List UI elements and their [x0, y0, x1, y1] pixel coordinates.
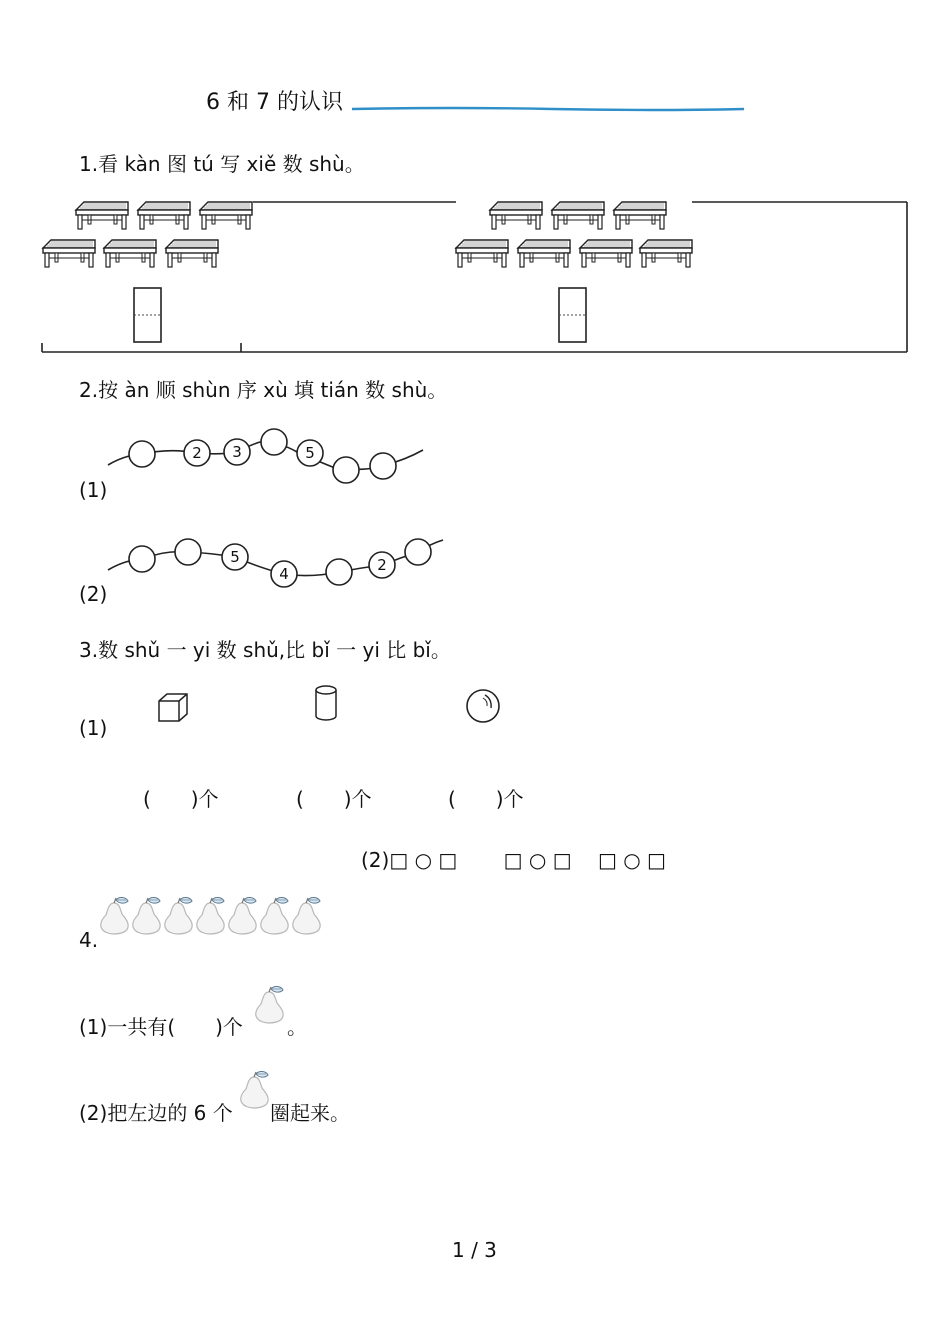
bead [271, 561, 297, 587]
bead-string-2 [105, 528, 450, 608]
pear-icon [133, 897, 160, 934]
pear-icon [101, 897, 128, 934]
bead[interactable] [261, 429, 287, 455]
table-icon [200, 202, 252, 229]
bead-circle [333, 457, 359, 483]
blank-count-sphere[interactable]: ( )个 [448, 787, 524, 811]
answer-box-left[interactable] [134, 288, 161, 342]
bead-circle [405, 539, 431, 565]
question-4-part2-end: 圈起来。 [270, 1101, 350, 1125]
bead-number: 2 [377, 556, 387, 574]
bead [297, 440, 323, 466]
bead-circle [261, 429, 287, 455]
bead [184, 440, 210, 466]
pear-icon [293, 897, 320, 934]
table-icon [580, 240, 632, 267]
bead [369, 552, 395, 578]
pear-icon [253, 984, 287, 1024]
question-3-part1-label: (1) [79, 716, 108, 740]
question-4-label: 4. [79, 928, 99, 952]
question-4-part2-text: (2)把左边的 6 个 [79, 1101, 233, 1125]
question-2-part1-label: (1) [79, 478, 108, 502]
bead-number: 3 [232, 443, 242, 461]
bead-circle [175, 539, 201, 565]
table-icon [552, 202, 604, 229]
bead-number: 5 [230, 548, 240, 566]
bead[interactable] [129, 546, 155, 572]
table-icon [138, 202, 190, 229]
bead-number: 2 [192, 444, 202, 462]
bead [222, 544, 248, 570]
pear-icon [197, 897, 224, 934]
table-icon [614, 202, 666, 229]
bead-number: 5 [305, 444, 315, 462]
question-1-text: 1.看 kàn 图 tú 写 xiě 数 shù。 [79, 152, 365, 176]
question-4-part1-text: (1)一共有( )个 [79, 1015, 243, 1039]
bead[interactable] [326, 559, 352, 585]
table-icon [76, 202, 128, 229]
table-icon [104, 240, 156, 267]
bead[interactable] [333, 457, 359, 483]
bead[interactable] [370, 453, 396, 479]
question-3-part2-compare: (2)□ ○ □ □ ○ □ □ ○ □ [361, 848, 666, 872]
question-1-figure [40, 196, 910, 356]
bead-circle [326, 559, 352, 585]
pear-icon [165, 897, 192, 934]
question-2-text: 2.按 àn 顺 shùn 序 xù 填 tián 数 shù。 [79, 378, 448, 402]
page-number: 1 / 3 [452, 1238, 497, 1262]
bead [224, 439, 250, 465]
table-icon [518, 240, 570, 267]
blank-count-cylinder[interactable]: ( )个 [296, 787, 372, 811]
bead-circle [129, 546, 155, 572]
bead-number: 4 [279, 565, 289, 583]
tables-group-right [456, 202, 692, 267]
cylinder-icon [314, 684, 340, 724]
pear-icon [261, 897, 288, 934]
cube-icon [157, 693, 191, 723]
bead-circle [370, 453, 396, 479]
pear-icon [229, 897, 256, 934]
bead-circle [129, 441, 155, 467]
question-3-text: 3.数 shǔ 一 yi 数 shǔ,比 bǐ 一 yi 比 bǐ。 [79, 638, 451, 662]
bead[interactable] [405, 539, 431, 565]
pear-row [98, 895, 338, 935]
pear-icon [238, 1069, 272, 1109]
table-icon [43, 240, 95, 267]
answer-box-right[interactable] [559, 288, 586, 342]
table-icon [166, 240, 218, 267]
tables-group-left [43, 202, 252, 267]
table-icon [456, 240, 508, 267]
bead[interactable] [129, 441, 155, 467]
table-icon [640, 240, 692, 267]
sphere-icon [465, 688, 501, 724]
blank-count-cube[interactable]: ( )个 [143, 787, 219, 811]
question-4-part1-end: 。 [287, 1015, 307, 1039]
bead[interactable] [175, 539, 201, 565]
question-2-part2-label: (2) [79, 582, 108, 606]
table-icon [490, 202, 542, 229]
page-title: 6 和 7 的认识 [206, 90, 343, 115]
bead-string-1 [105, 420, 445, 500]
title-underline [352, 104, 752, 114]
